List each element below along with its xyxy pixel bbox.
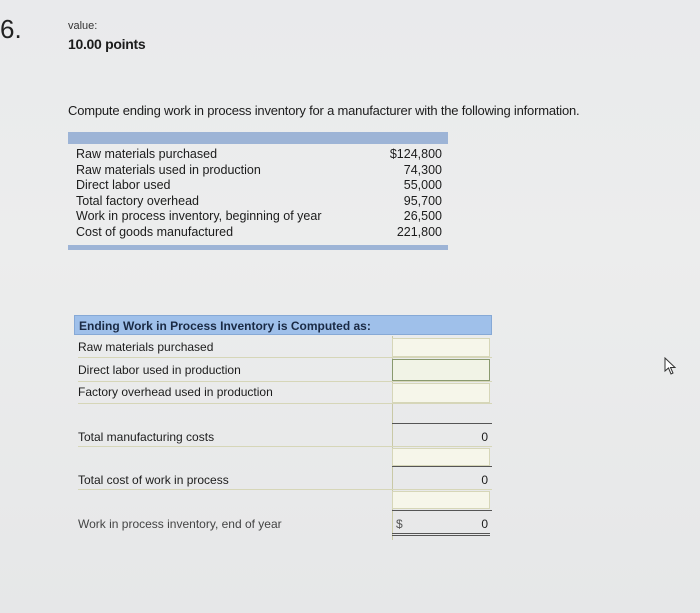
total-manufacturing-label: Total manufacturing costs <box>78 430 215 444</box>
double-underline <box>392 533 490 536</box>
computation-header: Ending Work in Process Inventory is Computed as: <box>74 315 492 335</box>
total-wip-label: Total cost of work in process <box>78 473 229 487</box>
info-label: Raw materials used in production <box>76 162 261 177</box>
subtotal-line <box>392 510 492 511</box>
subtotal-line <box>392 423 492 424</box>
info-row <box>76 194 442 210</box>
value-label: value: <box>68 20 98 32</box>
row-divider <box>78 357 492 358</box>
info-value: 26,500 <box>403 209 442 223</box>
row-divider <box>78 403 492 404</box>
mouse-pointer-icon <box>663 357 679 375</box>
info-value: 95,700 <box>403 193 442 208</box>
info-row <box>76 163 442 179</box>
info-label: Direct labor used <box>76 178 171 192</box>
row-label-direct-labor: Direct labor used in production <box>78 363 241 377</box>
info-value: $124,800 <box>389 147 442 161</box>
total-wip-value: 0 <box>481 473 488 487</box>
info-row <box>76 225 442 241</box>
info-value: 55,000 <box>403 178 442 192</box>
row-divider <box>78 381 492 382</box>
info-label: Raw materials purchased <box>76 147 218 161</box>
direct-labor-input[interactable] <box>392 359 490 381</box>
info-label: Total factory overhead <box>76 193 199 208</box>
factory-overhead-input[interactable] <box>392 383 490 403</box>
currency-symbol: $ <box>396 517 403 531</box>
table-top-bar <box>68 132 448 144</box>
question-prompt: Compute ending work in process inventory for a manufacturer with the following information. <box>68 103 580 118</box>
points-value: 10.00 points <box>68 36 146 52</box>
ending-wip-label: Work in process inventory, end of year <box>78 517 282 531</box>
wip-beginning-input[interactable] <box>392 448 490 466</box>
info-label: Cost of goods manufactured <box>76 224 234 239</box>
info-row <box>76 209 442 225</box>
row-label-raw-materials: Raw materials purchased <box>78 340 214 354</box>
row-divider <box>78 489 492 490</box>
ending-wip-computation-table <box>74 315 494 540</box>
raw-materials-input[interactable] <box>392 338 490 357</box>
info-label: Work in process inventory, beginning of year <box>76 209 322 223</box>
given-information-table <box>68 132 448 252</box>
cogm-input[interactable] <box>392 491 490 509</box>
ending-wip-value: 0 <box>481 517 488 531</box>
info-row <box>76 178 442 194</box>
table-bottom-bar <box>68 245 448 250</box>
row-label-factory-overhead: Factory overhead used in production <box>78 385 273 399</box>
question-number: 6. <box>0 14 22 44</box>
row-divider <box>78 446 492 447</box>
info-row <box>76 147 442 163</box>
info-value: 221,800 <box>396 224 442 239</box>
info-value: 74,300 <box>403 162 442 177</box>
subtotal-line <box>392 466 492 467</box>
total-manufacturing-value: 0 <box>481 430 488 444</box>
